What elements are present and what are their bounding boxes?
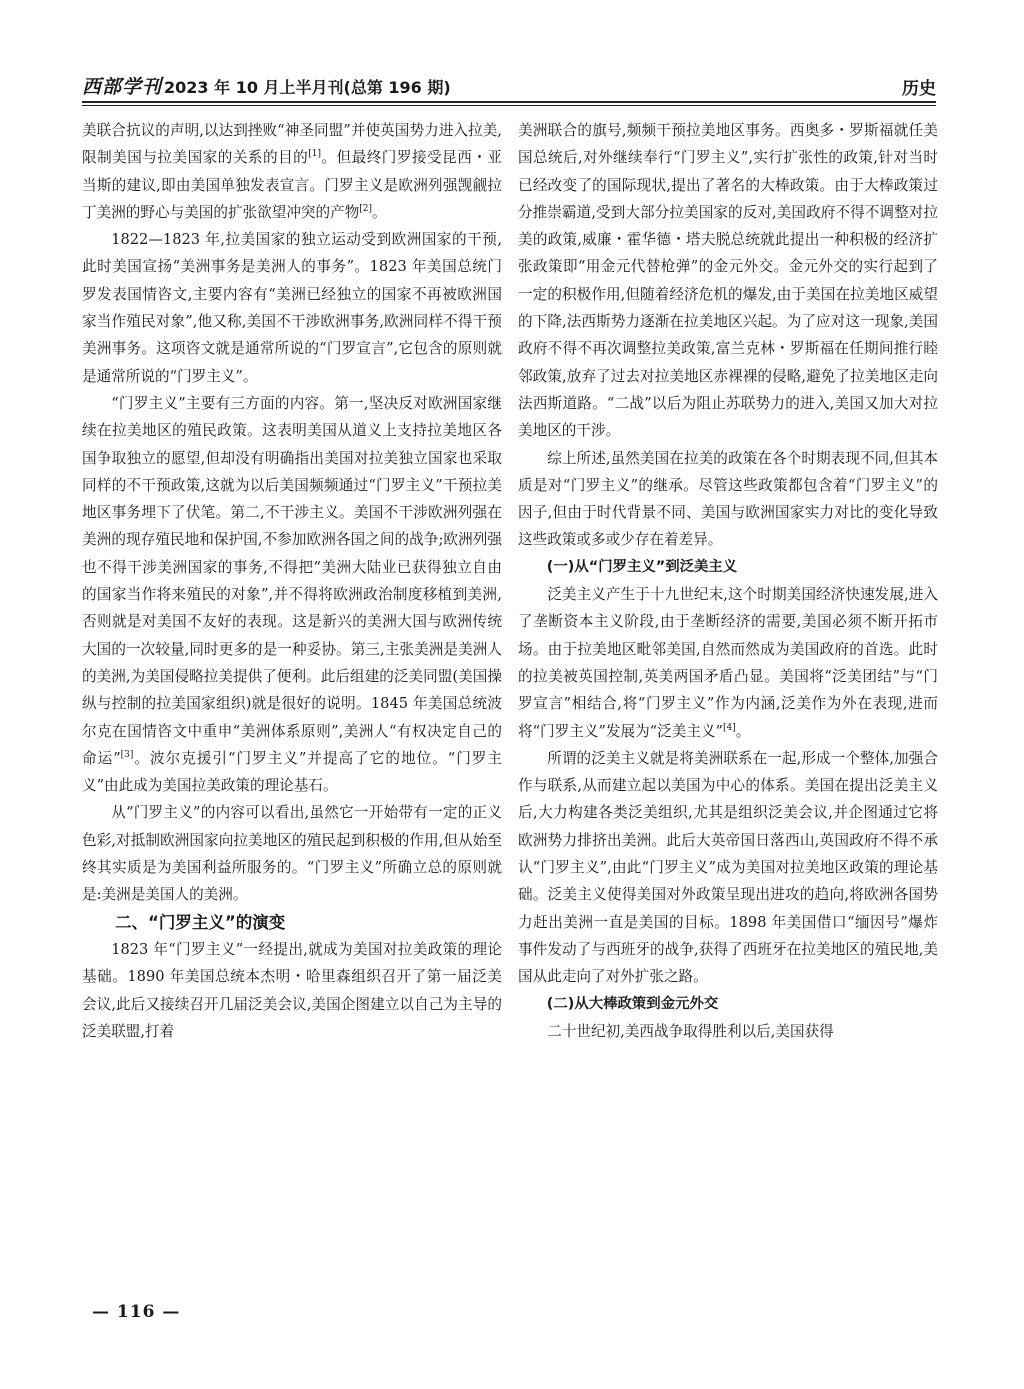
paragraph: 综上所述,虽然美国在拉美的政策在各个时期表现不同,但其本质是对“门罗主义”的继承。尽管这些政策都包含着“门罗主义”的因子,但由于时代背景不同、美国与欧洲国家实力对比的变化导致这些政策或多或少存在着差异。 [518,449,938,549]
section-label: 历史 [902,79,936,99]
paragraph: 1822—1823 年,拉美国家的独立运动受到欧洲国家的干预,此时美国宣扬“美洲事务是美洲人的事务”。1823 年美国总统门罗发表国情咨文,主要内容有“美洲已经独立的国家不再被欧洲国家当作殖民对象”,他又称,美国不干涉欧洲事务,欧洲同样不得干预美洲事务。这项咨文就是通常所说的“门罗宣言”,它包含的原则就是通常所说的“门罗主义”。 [82,231,502,385]
journal-title: 西部学刊 [82,76,163,98]
paragraph: 美联合抗议的声明,以达到挫败“神圣同盟”并使英国势力进入拉美,限制美国与拉美国家的关系的目的[1]。但最终门罗接受昆西・亚当斯的建议,即由美国单独发表宣言。门罗主义是欧洲列强觊觎拉丁美洲的野心与美国的扩张欲望冲突的产物[2]。 [82,122,502,221]
subsection-heading: (二)从大棒政策到金元外交 [546,995,719,1012]
paragraph: 美洲联合的旗号,频频干预拉美地区事务。西奥多・罗斯福就任美国总统后,对外继续奉行“门罗主义”,实行扩张性的政策,针对当时已经改变了的国际现状,提出了著名的大棒政策。由于大棒政策过分推崇霸道,受到大部分拉美国家的反对,美国政府不得不调整对拉美的政策,威廉・霍华德・塔夫脱总统就此提出一种积极的经济扩张政策即“用金元代替枪弹”的金元外交。金元外交的实行起到了一定的积极作用,但随着经济危机的爆发,由于美国在拉美地区威望的下降,法西斯势力逐渐在拉美地区兴起。为了应对这一现象,美国政府不得不再次调整拉美政策,富兰克林・罗斯福在任期间推行睦邻政策,放弃了过去对拉美地区赤裸裸的侵略,避免了拉美地区走向法西斯道路。“二战”以后为阻止苏联势力的进入,美国又加大对拉美地区的干涉。 [518,122,938,440]
subsection-heading: (一)从“门罗主义”到泛美主义 [546,558,738,575]
paragraph: 二十世纪初,美西战争取得胜利以后,美国获得 [547,1022,834,1040]
section-heading: 二、“门罗主义”的演变 [115,912,286,932]
header-rule [82,101,936,103]
citation: [4] [722,722,736,733]
citation: [3] [120,749,134,760]
paragraph: 泛美主义产生于十九世纪末,这个时期美国经济快速发展,进入了垄断资本主义阶段,由于垄断经济的需要,美国必须不断开拓市场。由于拉美地区毗邻美国,自然而然成为美国政府的首选。此时的拉美被英国控制,英美两国矛盾凸显。美国将“泛美团结”与“门罗宣言”相结合,将“门罗主义”作为内涵,泛美作为外在表现,进而将“门罗主义”发展为“泛美主义”[4]。 [518,586,938,740]
paragraph: 1823 年“门罗主义”一经提出,就成为美国对拉美政策的理论基础。1890 年美国总统本杰明・哈里森组织召开了第一届泛美会议,此后又接续召开几届泛美会议,美国企图建立以自己为主导的泛美联盟,打着 [82,940,502,1040]
paragraph: 所谓的泛美主义就是将美洲联系在一起,形成一个整体,加强合作与联系,从而建立起以美国为中心的体系。美国在提出泛美主义后,大力构建各类泛美组织,尤其是组织泛美会议,并企图通过它将欧洲势力排挤出美洲。此后大英帝国日落西山,英国政府不得不承认“门罗主义”,由此“门罗主义”成为美国对拉美地区政策的理论基础。泛美主义使得美国对外政策呈现出进攻的趋向,将欧洲各国势力赶出美洲一直是美国的目标。1898 年美国借口“缅因号”爆炸事件发动了与西班牙的战争,获得了西班牙在拉美地区的殖民地,美国从此走向了对外扩张之路。 [518,749,938,986]
citation: [2] [359,204,373,215]
issue-info: 2023 年 10 月上半月刊(总第 196 期) [164,78,451,97]
left-column [82,117,502,1302]
page-number: — 116 — [92,1302,181,1322]
paragraph: 从“门罗主义”的内容可以看出,虽然它一开始带有一定的正义色彩,对抵制欧洲国家向拉美地区的殖民起到积极的作用,但从始至终其实质是为美国利益所服务的。“门罗主义”所确立总的原则就是:美洲是美国人的美洲。 [82,804,502,904]
right-column [518,117,938,1302]
header-rule-thin [82,105,936,106]
citation: [1] [308,149,321,160]
paragraph: “门罗主义”主要有三方面的内容。第一,坚决反对欧洲国家继续在拉美地区的殖民政策。这表明美国从道义上支持拉美地区各国争取独立的愿望,但却没有明确指出美国对拉美独立国家也采取同样的不干预政策,这就为以后美国频频通过“门罗主义”干预拉美地区事务埋下了伏笔。第二,不干涉主义。美国不干涉欧洲列强在美洲的现存殖民地和保护国,不参加欧洲各国之间的战争;欧洲列强也不得干涉美洲国家的事务,不得把“美洲大陆业已获得独立自由的国家当作将来殖民的对象”,并不得将欧洲政治制度移植到美洲,否则就是对美国不友好的表现。这是新兴的美洲大国与欧洲传统大国的一次较量,同时更多的是一种妥协。第三,主张美洲是美洲人的美洲,为美国侵略拉美提供了便利。此后组建的泛美同盟(美国操纵与控制的拉美国家组织)就是很好的说明。1845 年美国总统波尔克在国情咨文中重申“美洲体系原则”,美洲人“有权决定自己的命运”[3]。波尔克援引“门罗主义”并提高了它的地位。“门罗主义”由此成为美国拉美政策的理论基石。 [82,394,502,795]
